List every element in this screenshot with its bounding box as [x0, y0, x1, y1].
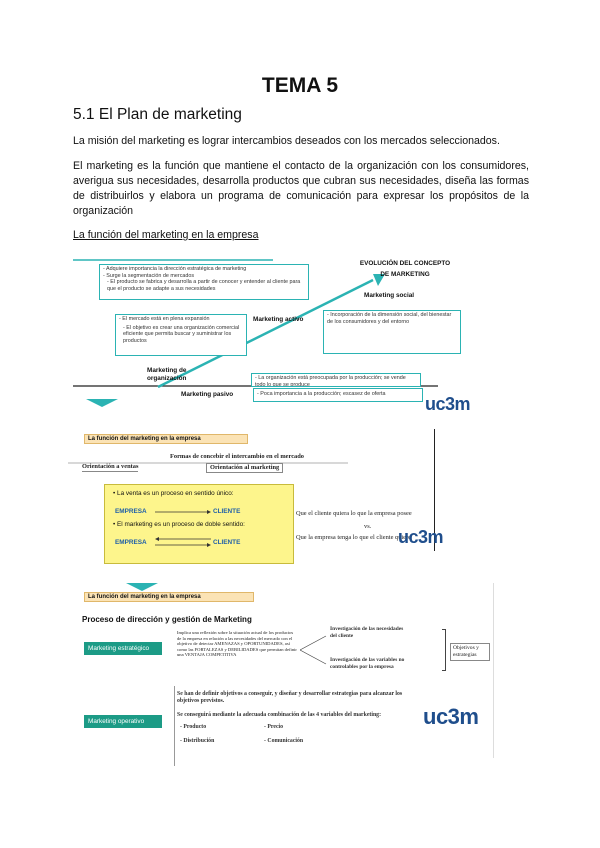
uc3m-logo: uc3m	[398, 527, 444, 547]
slide-tab: La función del marketing en la empresa	[84, 434, 248, 444]
bullet-marketing: • El marketing es un proceso de doble sentido:	[113, 521, 245, 528]
evolution-title: EVOLUCIÓN DEL CONCEPTO DE MARKETING	[359, 260, 451, 278]
box-marketing-pasivo: - La organización está preocupada por la producción; se vende todo lo que se produce	[251, 373, 421, 387]
variable-precio: - Precio	[264, 724, 284, 730]
arrow-both-icon	[155, 535, 211, 549]
investigacion-necesidades: Investigación de las necesidades del cliente	[330, 626, 404, 639]
box-marketing-pasivo-continued: - Poca importancia a la producción; escasez de oferta	[253, 388, 423, 402]
empresa-label-1: EMPRESA	[115, 508, 147, 515]
subheading: La función del marketing en la empresa	[73, 229, 259, 241]
orientacion-marketing: Orientación al marketing	[206, 463, 283, 473]
right-statement-1: Que el cliente quiera lo que la empresa posee	[296, 510, 412, 517]
page-title: TEMA 5	[261, 74, 339, 97]
objetivos-box: Objetivos y estrategias	[450, 643, 490, 661]
variable-comunicacion: - Comunicación	[264, 738, 304, 744]
marketing-estrategico-label: Marketing estratégico	[84, 642, 162, 655]
uc3m-logo: uc3m	[425, 394, 471, 414]
versus-label: vs.	[364, 523, 372, 530]
process-heading: Proceso de dirección y gestión de Marketing	[82, 615, 252, 624]
variable-producto: - Producto	[180, 724, 207, 730]
orientacion-ventas: Orientación a ventas	[82, 463, 139, 470]
slide-process	[68, 583, 495, 768]
section-divider	[174, 686, 175, 766]
operativo-text-1: Se han de definir objetivos a conseguir, y diseñar y desarrollar estrategias para alcanzar los objetivos previstos.	[177, 691, 403, 704]
box-marketing-organizacion: - El mercado está en plena expansión - El objetivo es crear una organización comercial eficiente que permita buscar y suministrar los productos	[115, 314, 247, 356]
cliente-label-1: CLIENTE	[213, 508, 241, 515]
section-heading: 5.1 El Plan de marketing	[73, 106, 242, 123]
slide-orientation	[68, 399, 444, 551]
arrow-right-icon	[155, 507, 211, 515]
slide-border	[493, 583, 494, 758]
label-marketing-pasivo: Marketing pasivo	[181, 391, 234, 398]
bracket-icon	[442, 629, 446, 671]
slide-tab: La función del marketing en la empresa	[84, 592, 254, 602]
branch-arrows-icon	[300, 630, 330, 670]
paragraph-definition: El marketing es la función que mantiene el contacto de la organización con los consumidores, averigua sus necesidades, desarrolla productos que cubran sus necesidades, diseña las formas de distribuirlos y elabora un programa de comunicación para expresar los propósitos de la organización	[73, 160, 529, 217]
marketing-operativo-label: Marketing operativo	[84, 715, 162, 728]
bullet-venta: • La venta es un proceso en sentido único:	[113, 490, 234, 497]
variable-distribucion: - Distribución	[180, 738, 215, 744]
label-marketing-organizacion: Marketing de organización	[147, 367, 187, 382]
box-marketing-activo: - Adquiere importancia la dirección estratégica de marketing - Surge la segmentación de mercados - El producto se fabrica y desarrolla a partir de conocer y entender al cliente para que el producto se adapte a sus necesidades	[99, 264, 309, 300]
formas-heading: Formas de concebir el intercambio en el mercado	[170, 453, 304, 460]
teal-marker-icon	[86, 399, 118, 407]
label-marketing-activo: Marketing activo	[253, 316, 304, 323]
empresa-label-2: EMPRESA	[115, 539, 147, 546]
paragraph-mission: La misión del marketing es lograr intercambios deseados con los mercados seleccionados.	[73, 135, 500, 147]
right-statement-2: Que la empresa tenga lo que el cliente quiere	[296, 534, 411, 541]
box-marketing-social: - Incorporación de la dimensión social, del bienestar de los consumidores y del entorno	[323, 310, 461, 354]
uc3m-logo: uc3m	[423, 704, 479, 729]
operativo-text-2: Se conseguirá mediante la adecuada combinación de las 4 variables del marketing:	[177, 712, 382, 718]
teal-marker-icon	[126, 583, 158, 591]
investigacion-variables: Investigación de las variables no controlables por la empresa	[330, 657, 405, 670]
process-box	[104, 484, 294, 564]
estrategico-text: Implica una reflexión sobre la situación actual de los productos de la empresa en relación a las necesidades del mercado con el objetivo de detectar AMENAZAS y OPORTUNIDADES, así como las FORTALEZAS y DEBILIDADES que permitan definir una VENTAJA COMPETITIVA	[177, 630, 297, 658]
label-marketing-social: Marketing social	[364, 292, 415, 299]
cliente-label-2: CLIENTE	[213, 539, 241, 546]
